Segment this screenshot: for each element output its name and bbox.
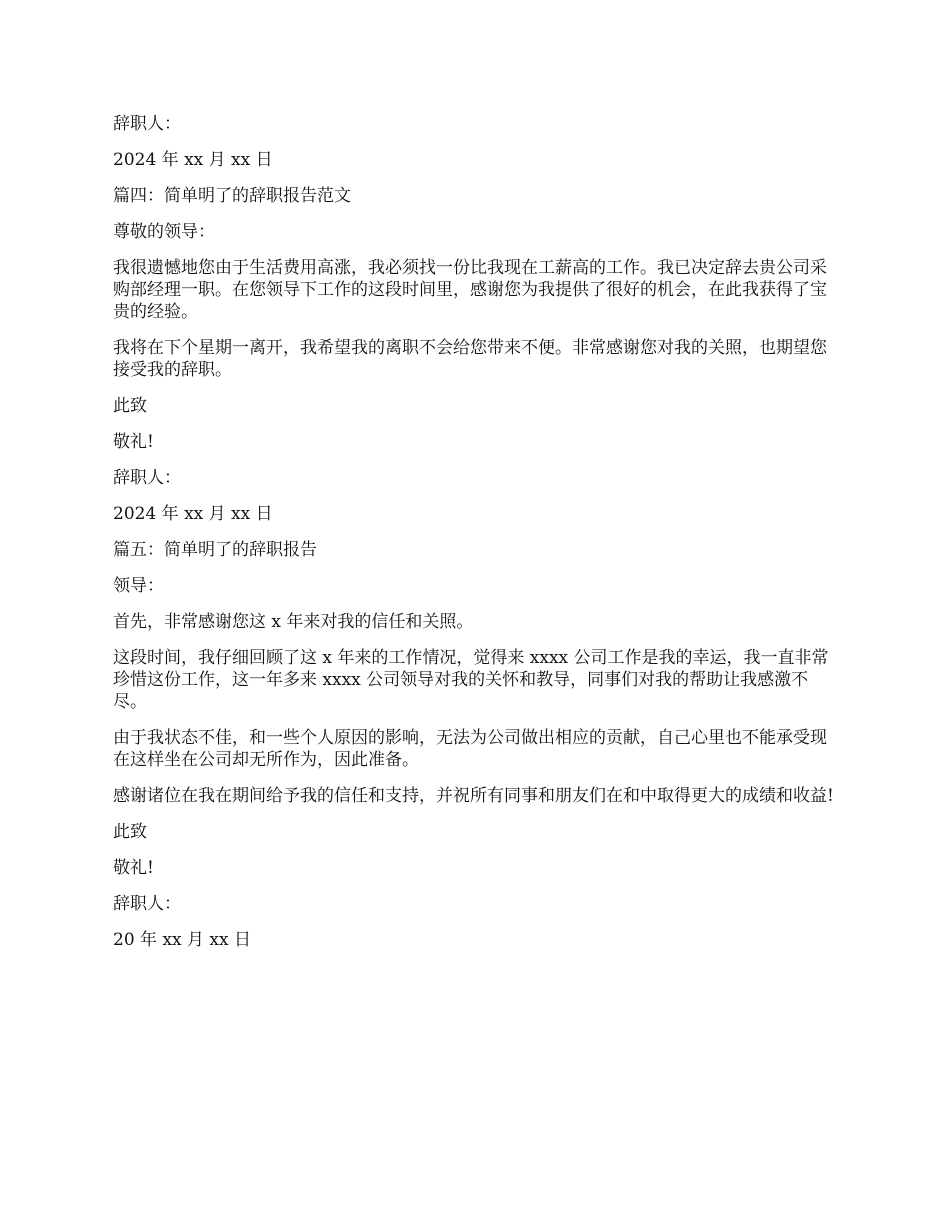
document-page: [113, 113, 840, 965]
body-paragraph: 我将在下个星期一离开，我希望我的离职不会给您带来不便。非常感谢您对我的关照，也期望您接受我的辞职。: [113, 338, 827, 380]
signature-label: 辞职人：: [113, 894, 181, 914]
body-paragraph: 由于我状态不佳，和一些个人原因的影响，无法为公司做出相应的贡献，自己心里也不能承受现在这样坐在公司却无所作为，因此准备。: [113, 728, 827, 770]
closing-line: 此致: [113, 822, 147, 842]
body-paragraph: 这段时间，我仔细回顾了这 x 年来的工作情况，觉得来 xxxx 公司工作是我的幸运，我一直非常珍惜这份工作，这一年多来 xxxx 公司领导对我的关怀和教导，同事们对我的帮助让我感激不尽。: [113, 648, 829, 712]
date-line: 2024 年 xx 月 xx 日: [113, 150, 273, 170]
closing-regards: 敬礼!: [113, 432, 154, 452]
date-line: 20 年 xx 月 xx 日: [113, 930, 252, 950]
date-line: 2024 年 xx 月 xx 日: [113, 504, 273, 524]
body-paragraph: 首先，非常感谢您这 x 年来对我的信任和关照。: [113, 612, 474, 632]
signature-label: 辞职人：: [113, 468, 181, 488]
salutation: 尊敬的领导：: [113, 222, 215, 242]
signature-label: 辞职人：: [113, 114, 181, 134]
section-heading: 篇五：简单明了的辞职报告: [113, 540, 317, 560]
body-paragraph: 我很遗憾地您由于生活费用高涨，我必须找一份比我现在工薪高的工作。我已决定辞去贵公司采购部经理一职。在您领导下工作的这段时间里，感谢您为我提供了很好的机会，在此我获得了宝贵的经验。: [113, 258, 827, 322]
salutation: 领导：: [113, 576, 164, 596]
section-heading: 篇四：简单明了的辞职报告范文: [113, 186, 351, 206]
body-paragraph: 感谢诸位在我在期间给予我的信任和支持，并祝所有同事和朋友们在和中取得更大的成绩和收益!: [113, 786, 834, 806]
closing-regards: 敬礼!: [113, 858, 154, 878]
closing-line: 此致: [113, 396, 147, 416]
